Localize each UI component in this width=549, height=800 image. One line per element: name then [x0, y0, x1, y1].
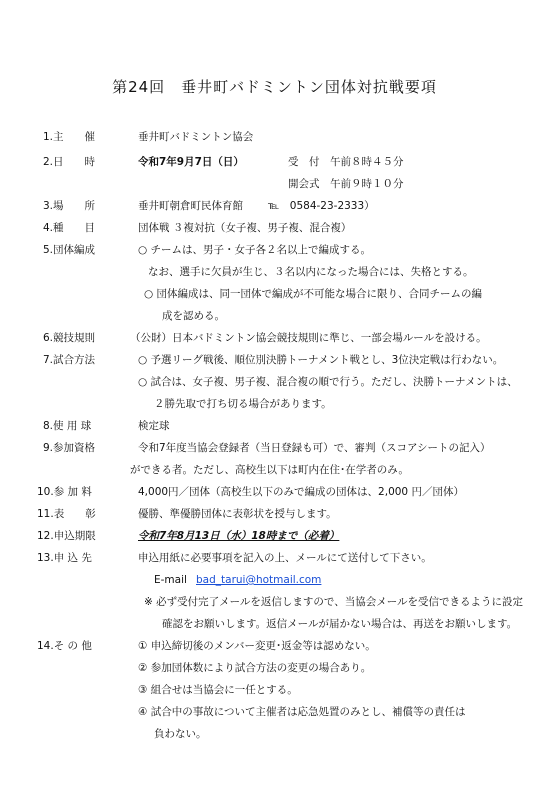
team-label: 5.団体編成: [43, 244, 96, 256]
team-line-1: ○ チームは、男子・女子各２名以上で編成する。: [138, 244, 371, 256]
format-line-1: ○ 予選リーグ戦後、順位別決勝トーナメント戦とし、3位決定戦は行わない。: [138, 354, 504, 366]
email-label: E-mail: [154, 574, 187, 586]
fee-value: 4,000円／団体（高校生以下のみで編成の団体は、2,000 円／団体）: [138, 486, 464, 498]
other-line-1: ① 申込締切後のメンバー変更･返金等は認めない。: [138, 640, 376, 652]
other-line-4: ④ 試合中の事故について主催者は応急処置のみとし、補償等の責任は: [138, 706, 466, 718]
venue-value: 垂井町朝倉町民体育館: [138, 200, 243, 212]
apply-label: 13.申 込 先: [37, 552, 92, 564]
apply-note-1: ※ 必ず受付完了メールを返信しますので、当協会メールを受信できるように設定: [144, 596, 524, 608]
team-line-2: なお、選手に欠員が生じ、３名以内になった場合には、失格とする。: [148, 266, 474, 278]
apply-line-1: 申込用紙に必要事項を記入の上、メールにて送付して下さい。: [138, 552, 432, 564]
eligibility-line-1: 令和7年度当協会登録者（当日登録も可）で、審判（スコアシートの記入）: [138, 442, 491, 454]
event-value: 団体戦 ３複対抗（女子複、男子複、混合複）: [138, 222, 352, 234]
email-link[interactable]: bad_tarui@hotmail.com: [196, 574, 322, 586]
awards-label: 11.表 彰: [37, 508, 96, 520]
other-line-3: ③ 組合せは当協会に一任とする。: [138, 684, 298, 696]
organizer-label: 1.主 催: [43, 131, 96, 143]
deadline-label: 12.申込期限: [37, 530, 96, 542]
team-line-3: ○ 団体編成は、同一団体で編成が不可能な場合に限り、合同チームの編: [144, 288, 482, 300]
rules-value: （公財）日本バドミントン協会競技規則に準じ、一部会場ルールを設ける。: [130, 332, 487, 344]
format-line-2: ○ 試合は、女子複、男子複、混合複の順で行う。ただし、決勝トーナメントは、: [138, 376, 518, 388]
reception-time: 受 付 午前８時４５分: [288, 156, 404, 168]
opening-time: 開会式 午前９時１０分: [288, 178, 404, 190]
format-label: 7.試合方法: [43, 354, 96, 366]
team-line-4: 成を認める。: [162, 310, 225, 322]
eligibility-line-2: ができる者。ただし、高校生以下は町内在住･在学者のみ。: [130, 464, 409, 476]
other-label: 14.そ の 他: [37, 640, 92, 652]
awards-value: 優勝、準優勝団体に表彰状を授与します。: [138, 508, 337, 520]
format-line-3: ２勝先取で打ち切る場合があります。: [154, 398, 332, 410]
shuttle-value: 検定球: [138, 420, 170, 432]
fee-label: 10.参 加 料: [37, 486, 92, 498]
shuttle-label: 8.使 用 球: [43, 420, 92, 432]
date-label: 2.日 時: [43, 156, 96, 168]
rules-label: 6.競技規則: [43, 332, 96, 344]
deadline-value: 令和7年8月13日（水）18時まで（必着）: [138, 530, 340, 542]
venue-tel: ℡ 0584-23-2333）: [268, 200, 375, 212]
other-line-5: 負わない。: [154, 728, 207, 740]
date-value: 令和7年9月7日（日）: [138, 156, 244, 168]
organizer-value: 垂井町バドミントン協会: [138, 131, 254, 143]
other-line-2: ② 参加団体数により試合方法の変更の場合あり。: [138, 662, 372, 674]
venue-label: 3.場 所: [43, 200, 96, 212]
event-label: 4.種 目: [43, 222, 96, 234]
eligibility-label: 9.参加資格: [43, 442, 96, 454]
page-title: 第24回 垂井町バドミントン団体対抗戦要項: [112, 78, 437, 96]
apply-note-2: 確認をお願いします。返信メールが届かない場合は、再送をお願いします。: [162, 618, 518, 630]
